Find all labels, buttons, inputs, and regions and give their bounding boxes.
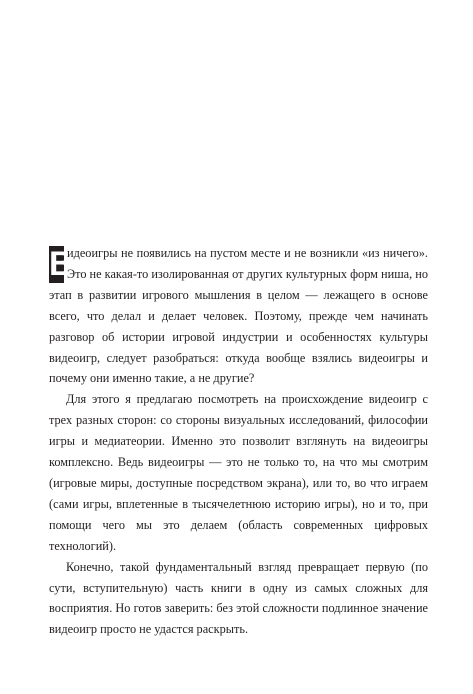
intro-text-block (49, 243, 428, 640)
intro-paragraph-1 (49, 243, 428, 389)
drop-cap-letter: В (49, 245, 74, 283)
intro-paragraph-3: Конечно, такой фундаментальный взгляд превращает первую (по сути, вступительную) часть книги в одну из самых сложных для восприятия. Но готов заверить: без этой сложности подлинное значение видеоигр просто не удастся раскрыть. (49, 559, 428, 637)
intro-paragraph-1-text: идеоигры не появились на пустом месте и не возникли «из ничего». Это не какая-то изолированная от других культурных форм ниша, но этап в развитии игрового мышления в целом — лежащего в основе всего, что делал и делает человек. Поэтому, прежде чем начинать разговор об истории игровой индустрии и особенностях культуры видеоигр, следует разобраться: откуда вообще взялись видеоигры и почему они именно такие, а не другие? (49, 246, 428, 386)
intro-paragraph-2: Для этого я предлагаю посмотреть на происхождение видеоигр с трех разных сторон: со стороны визуальных исследований, философии игры и медиатеории. Именно это позволит взглянуть на видеоигры комплексно. Ведь видеоигры — это не только то, на что мы смотрим (игровые миры, доступные посредством экрана), или то, во что играем (сами игры, вплетенные в тысячелетнюю историю игры), но и то, при помощи чего мы это делаем (область современных цифровых технологий). (49, 392, 428, 553)
